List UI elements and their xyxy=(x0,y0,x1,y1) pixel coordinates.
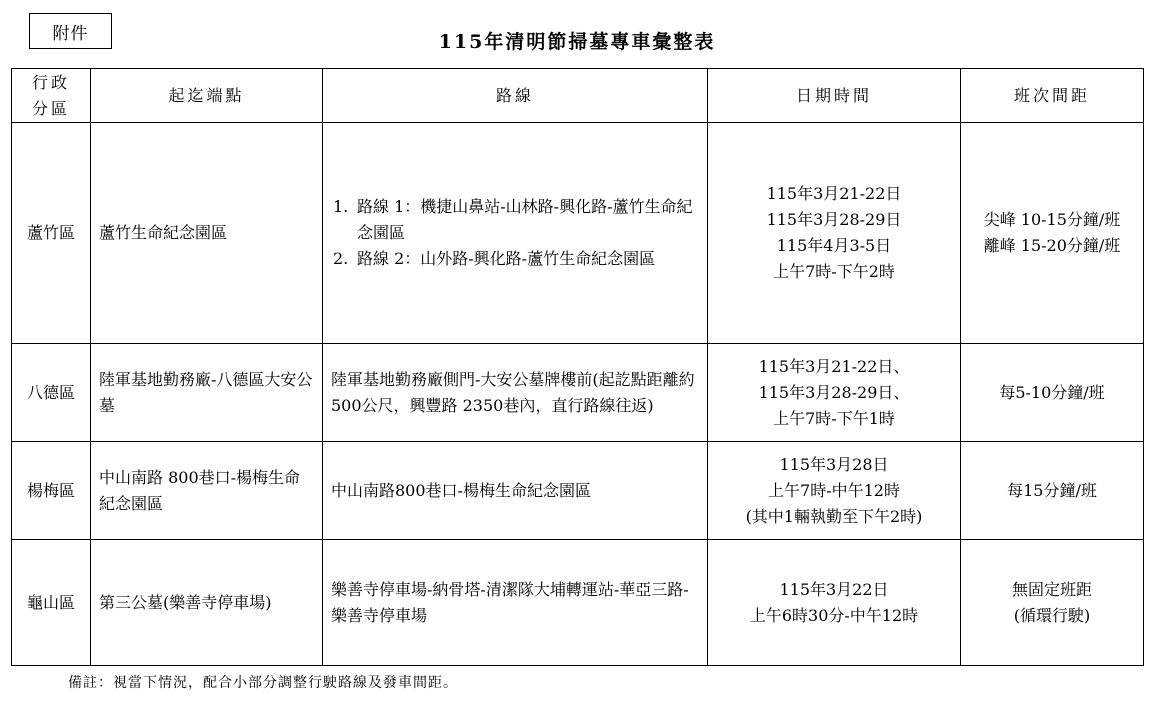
route-list xyxy=(323,194,707,272)
endpoints-cell: 第三公墓(樂善寺停車場) xyxy=(91,540,323,666)
interval-cell: 尖峰 10-15分鐘/班 離峰 15-20分鐘/班 xyxy=(961,123,1144,344)
datetime-cell: 115年3月21-22日 115年3月28-29日 115年4月3-5日 上午7時-下午2時 xyxy=(708,123,961,344)
endpoints-cell: 中山南路 800巷口-楊梅生命紀念園區 xyxy=(91,442,323,540)
table-row xyxy=(12,344,1144,442)
header-district: 行政 分區 xyxy=(12,69,91,123)
table-row xyxy=(12,540,1144,666)
page-title: 115年清明節掃墓專車彙整表 xyxy=(438,31,716,53)
interval-cell: 每5-10分鐘/班 xyxy=(961,344,1144,442)
footnote: 備註：視當下情況，配合小部分調整行駛路線及發車間距。 xyxy=(68,675,458,691)
route-item: 1. 路線 1：機捷山鼻站-山林路-興化路-蘆竹生命紀念園區 xyxy=(333,197,693,242)
datetime-cell: 115年3月22日 上午6時30分-中午12時 xyxy=(708,540,961,666)
interval-cell: 無固定班距 (循環行駛) xyxy=(961,540,1144,666)
shuttle-table xyxy=(11,68,1144,666)
endpoints-cell: 蘆竹生命紀念園區 xyxy=(91,123,323,344)
header-endpoints: 起迄端點 xyxy=(91,69,323,123)
header-route: 路線 xyxy=(323,69,708,123)
interval-cell: 每15分鐘/班 xyxy=(961,442,1144,540)
attachment-label: 附件 xyxy=(29,13,112,49)
header-interval: 班次間距 xyxy=(961,69,1144,123)
route-cell: 中山南路800巷口-楊梅生命紀念園區 xyxy=(323,442,708,540)
table-row xyxy=(12,442,1144,540)
header-datetime: 日期時間 xyxy=(708,69,961,123)
route-cell: 樂善寺停車場-納骨塔-清潔隊大埔轉運站-華亞三路-樂善寺停車場 xyxy=(323,540,708,666)
district-cell: 楊梅區 xyxy=(12,442,91,540)
district-cell: 龜山區 xyxy=(12,540,91,666)
table-row xyxy=(12,123,1144,344)
route-cell: 陸軍基地勤務廠側門-大安公墓牌樓前(起訖點距離約 500公尺，興豐路 2350巷內，直行路線往返) xyxy=(323,344,708,442)
table-header-row xyxy=(12,69,1144,123)
datetime-cell: 115年3月28日 上午7時-中午12時 (其中1輛執勤至下午2時) xyxy=(708,442,961,540)
endpoints-cell: 陸軍基地勤務廠-八德區大安公墓 xyxy=(91,344,323,442)
district-cell: 蘆竹區 xyxy=(12,123,91,344)
route-cell xyxy=(323,123,708,344)
route-item: 2. 路線 2：山外路-興化路-蘆竹生命紀念園區 xyxy=(333,249,656,268)
datetime-cell: 115年3月21-22日、 115年3月28-29日、 上午7時-下午1時 xyxy=(708,344,961,442)
district-cell: 八德區 xyxy=(12,344,91,442)
